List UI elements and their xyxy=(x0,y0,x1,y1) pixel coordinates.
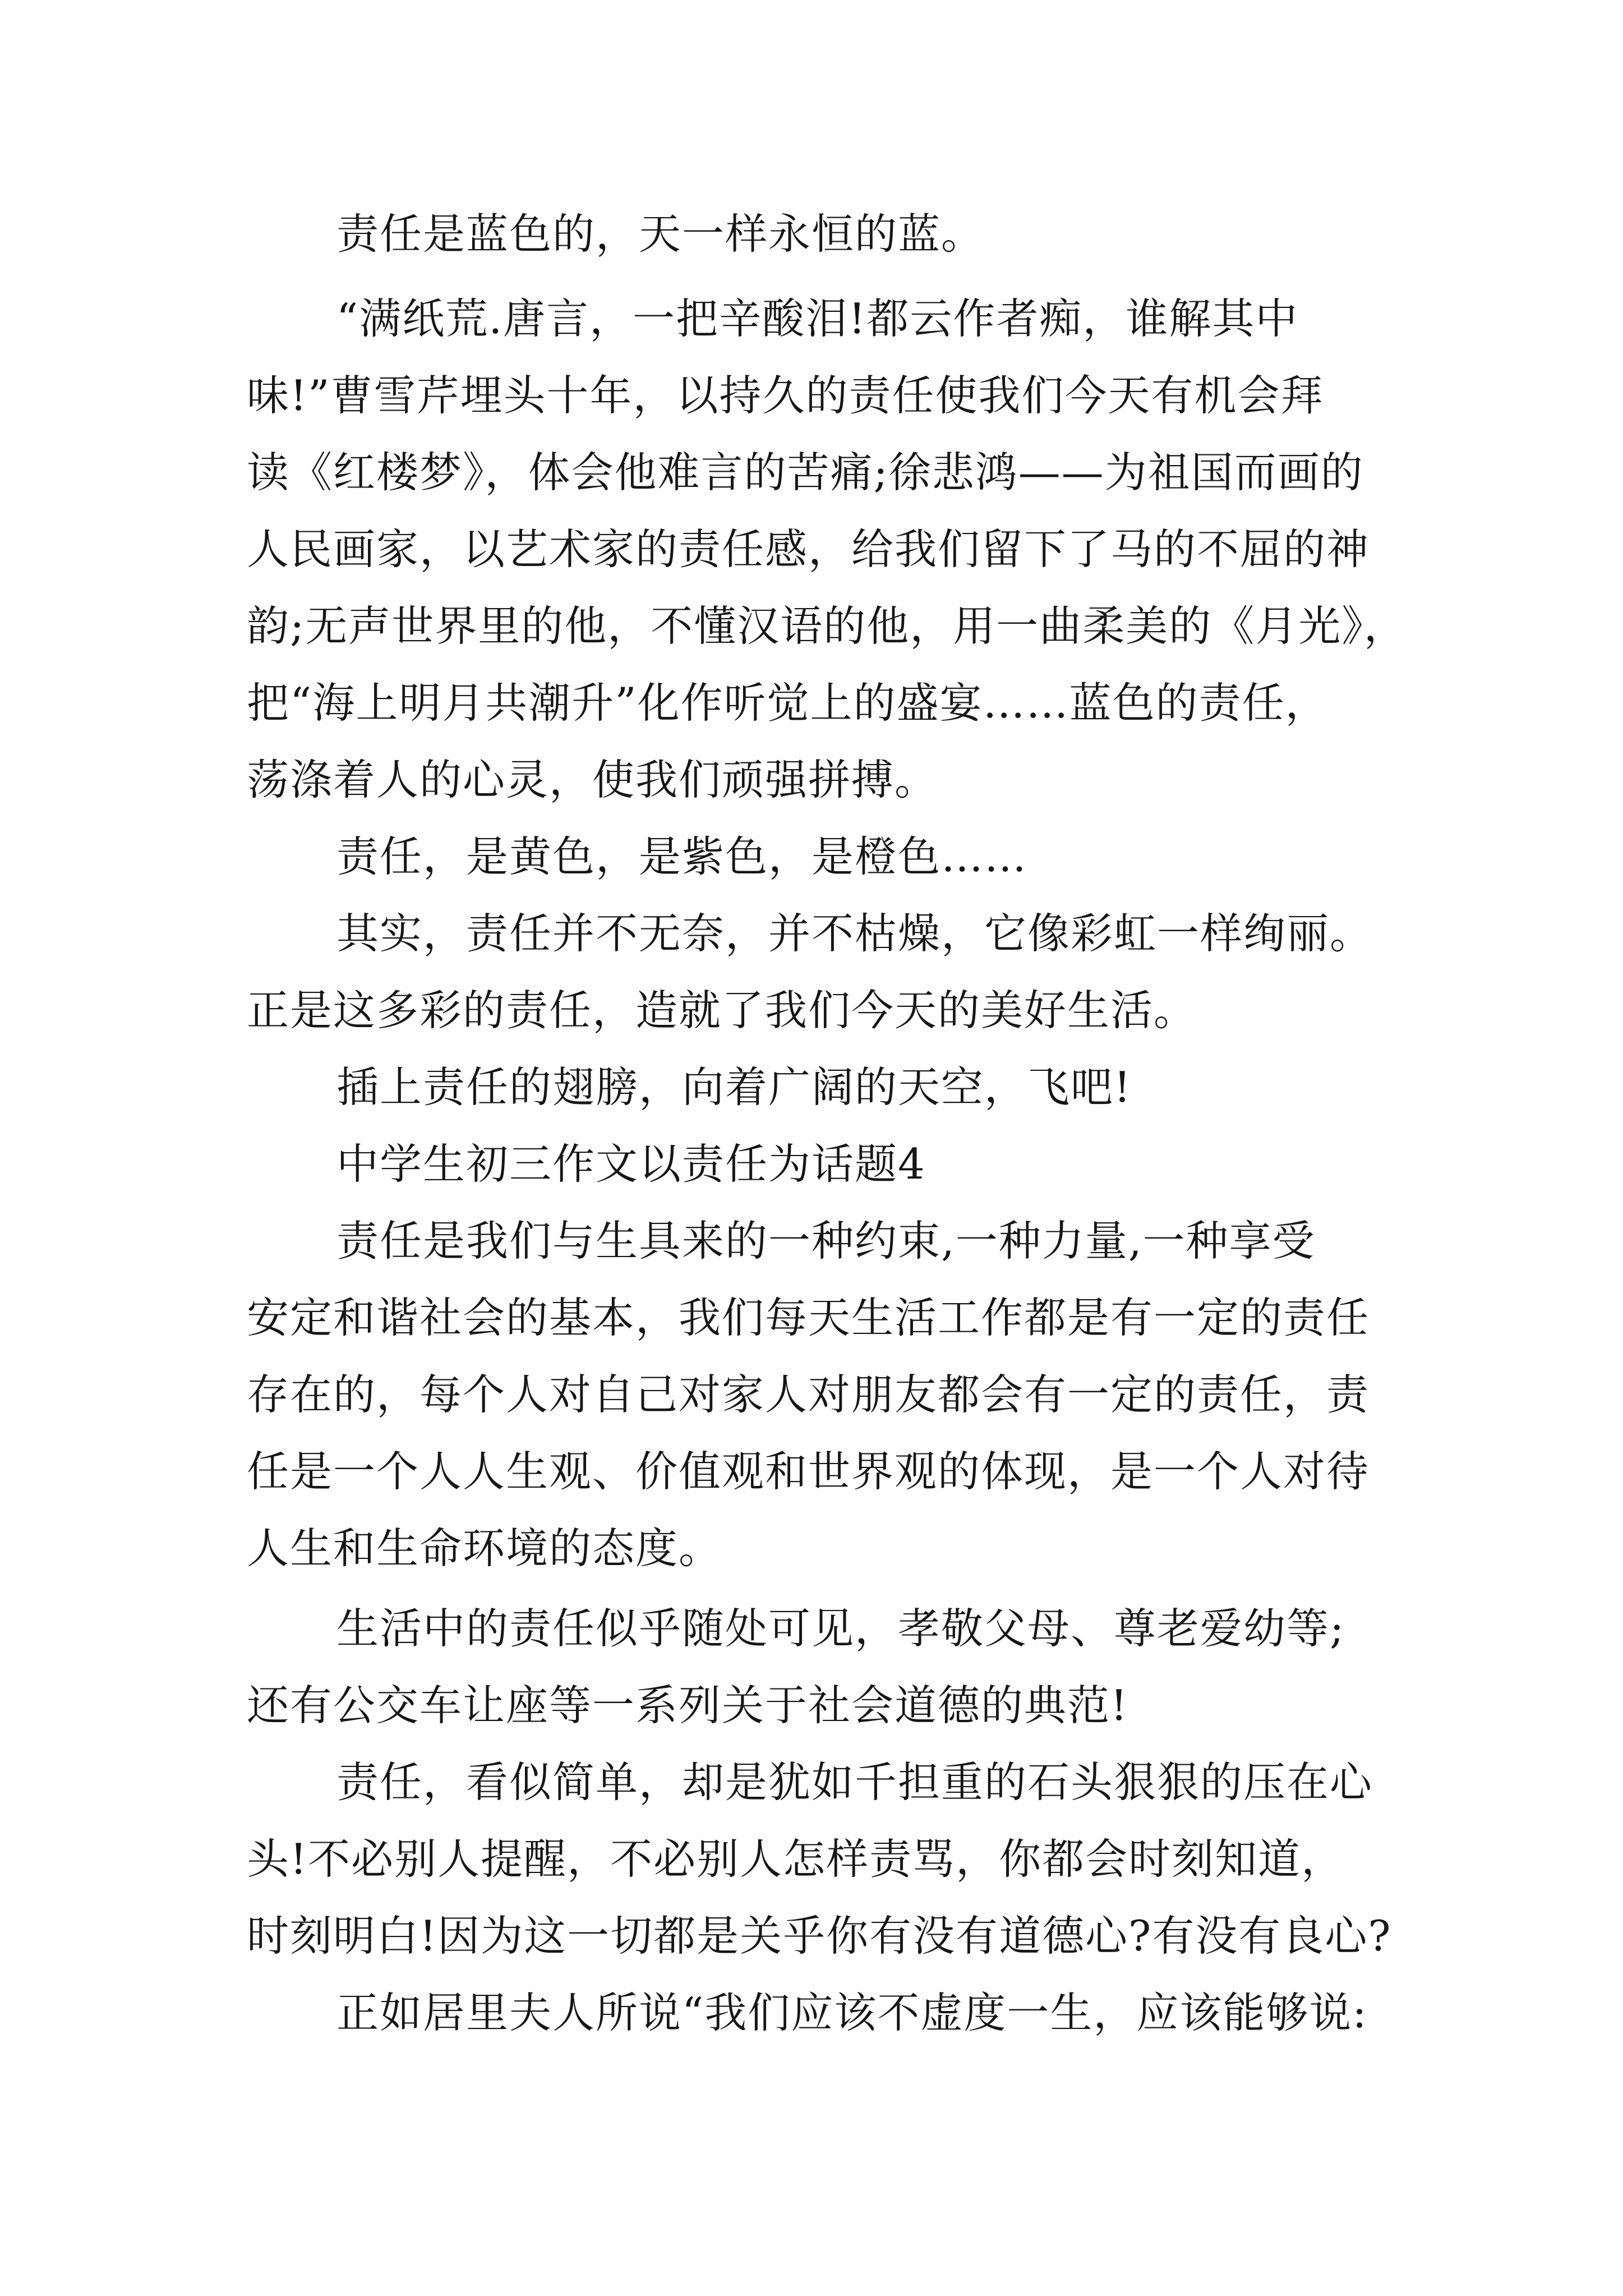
paragraph-line: 责任是我们与生具来的一种约束,一种力量,一种享受 xyxy=(336,1216,1316,1266)
paragraph-line: 插上责任的翅膀，向着广阔的天空，飞吧! xyxy=(336,1062,1132,1112)
paragraph-line: 正是这多彩的责任，造就了我们今天的美好生活。 xyxy=(247,986,1197,1035)
paragraph-line: 人生和生命环境的态度。 xyxy=(247,1524,722,1573)
paragraph-line: 读《红楼梦》，体会他难言的苦痛;徐悲鸿——为祖国而画的 xyxy=(247,448,1364,497)
paragraph-line: 味!”曹雪芹埋头十年，以持久的责任使我们今天有机会拜 xyxy=(247,371,1324,420)
paragraph-line: 把“海上明月共潮升”化作听觉上的盛宴……蓝色的责任， xyxy=(247,678,1329,728)
paragraph-line: 韵;无声世界里的他，不懂汉语的他，用一曲柔美的《月光》， xyxy=(247,601,1407,651)
paragraph-line: 还有公交车让座等一系列关于社会道德的典范! xyxy=(247,1681,1129,1730)
paragraph-line: 任是一个人人生观、价值观和世界观的体现，是一个人对待 xyxy=(247,1447,1370,1496)
paragraph-line: 时刻明白!因为这一切都是关乎你有没有道德心?有没有良心? xyxy=(247,1911,1392,1961)
paragraph-line: 责任是蓝色的，天一样永恒的蓝。 xyxy=(336,209,985,259)
paragraph-line: 人民画家，以艺术家的责任感，给我们留下了马的不屈的神 xyxy=(247,524,1370,574)
paragraph-line: “满纸荒.唐言，一把辛酸泪!都云作者痴，谁解其中 xyxy=(336,294,1299,343)
paragraph-line: 头!不必别人提醒，不必别人怎样责骂，你都会时刻知道， xyxy=(247,1834,1345,1884)
paragraph-line: 正如居里夫人所说“我们应该不虚度一生，应该能够说: xyxy=(336,1988,1368,2037)
paragraph-line: 其实，责任并不无奈，并不枯燥，它像彩虹一样绚丽。 xyxy=(336,909,1373,958)
paragraph-line: 责任，看似简单，却是犹如千担重的石头狠狠的压在心 xyxy=(336,1757,1373,1807)
paragraph-line: 责任，是黄色，是紫色，是橙色…… xyxy=(336,832,1028,881)
paragraph-line: 生活中的责任似乎随处可见，孝敬父母、尊老爱幼等; xyxy=(336,1604,1345,1653)
paragraph-line: 安定和谐社会的基本，我们每天生活工作都是有一定的责任 xyxy=(247,1293,1370,1342)
paragraph-line: 荡涤着人的心灵，使我们顽强拼搏。 xyxy=(247,755,938,804)
section-heading: 中学生初三作文以责任为话题4 xyxy=(336,1139,926,1189)
paragraph-line: 存在的，每个人对自己对家人对朋友都会有一定的责任，责 xyxy=(247,1370,1370,1419)
